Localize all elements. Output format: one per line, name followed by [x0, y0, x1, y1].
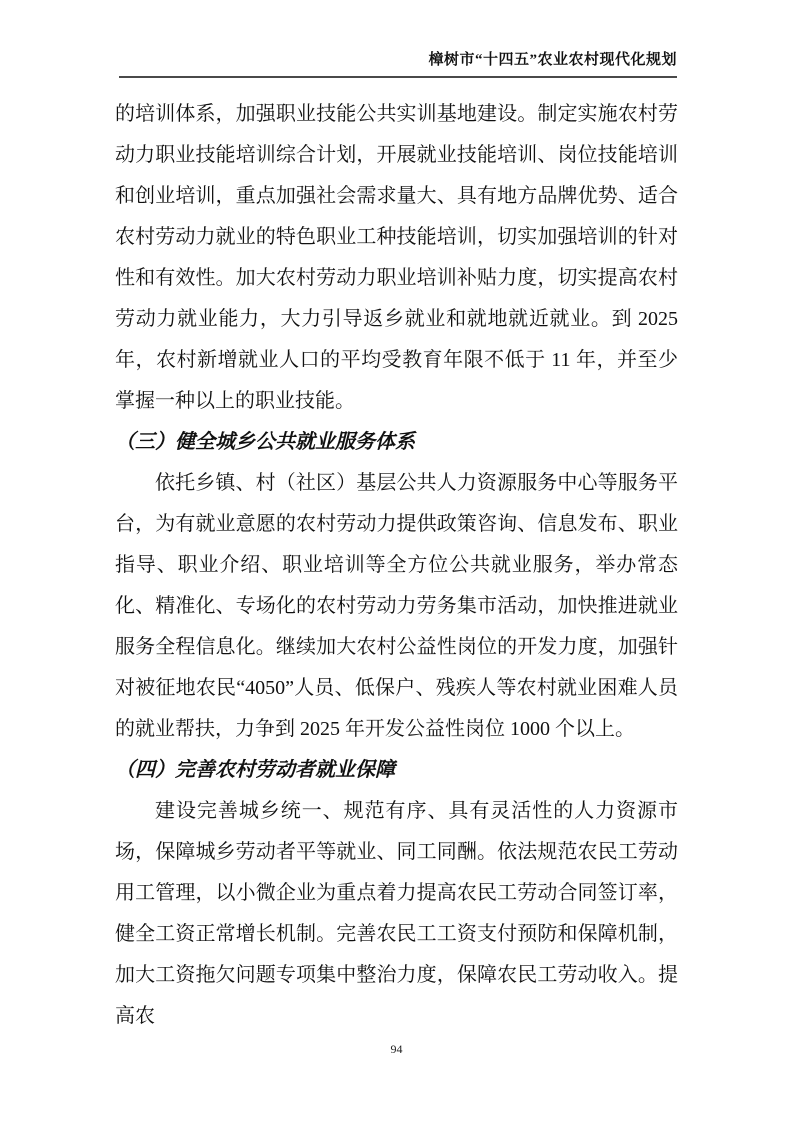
paragraph-employment-services: 依托乡镇、村（社区）基层公共人力资源服务中心等服务平台，为有就业意愿的农村劳动力提供政策咨询、信息发布、职业指导、职业介绍、职业培训等全方位公共就业服务，举办常态化、精准化、专场化的农村劳动力劳务集市活动，加快推进就业服务全程信息化。继续加大农村公益性岗位的开发力度，加强针对被征地农民“4050”人员、低保户、残疾人等农村就业困难人员的就业帮扶，力争到 2025 年开发公益性岗位 1000 个以上。 — [115, 472, 678, 740]
section-heading-four: （四）完善农村劳动者就业保障 — [115, 759, 395, 781]
page-number: 94 — [390, 1042, 403, 1056]
page-body — [115, 94, 678, 1037]
paragraph-labor-protection: 建设完善城乡统一、规范有序、具有灵活性的人力资源市场，保障城乡劳动者平等就业、同工同酬。依法规范农民工劳动用工管理，以小微企业为重点着力提高农民工劳动合同签订率，健全工资正常增长机制。完善农民工工资支付预防和保障机制，加大工资拖欠问题专项集中整治力度，保障农民工劳动收入。提高农 — [115, 800, 678, 1027]
page-header — [119, 48, 677, 78]
section-heading-three: （三）健全城乡公共就业服务体系 — [115, 431, 415, 453]
header-title: 樟树市“十四五”农业农村现代化规划 — [428, 52, 677, 68]
paragraph-training-system: 的培训体系，加强职业技能公共实训基地建设。制定实施农村劳动力职业技能培训综合计划，开展就业技能培训、岗位技能培训和创业培训，重点加强社会需求量大、具有地方品牌优势、适合农村劳动力就业的特色职业工种技能培训，切实加强培训的针对性和有效性。加大农村劳动力职业培训补贴力度，切实提高农村劳动力就业能力，大力引导返乡就业和就地就近就业。到 2025 年，农村新增就业人口的平均受教育年限不低于 11 年，并至少掌握一种以上的职业技能。 — [115, 103, 678, 412]
page-footer — [0, 1042, 793, 1057]
